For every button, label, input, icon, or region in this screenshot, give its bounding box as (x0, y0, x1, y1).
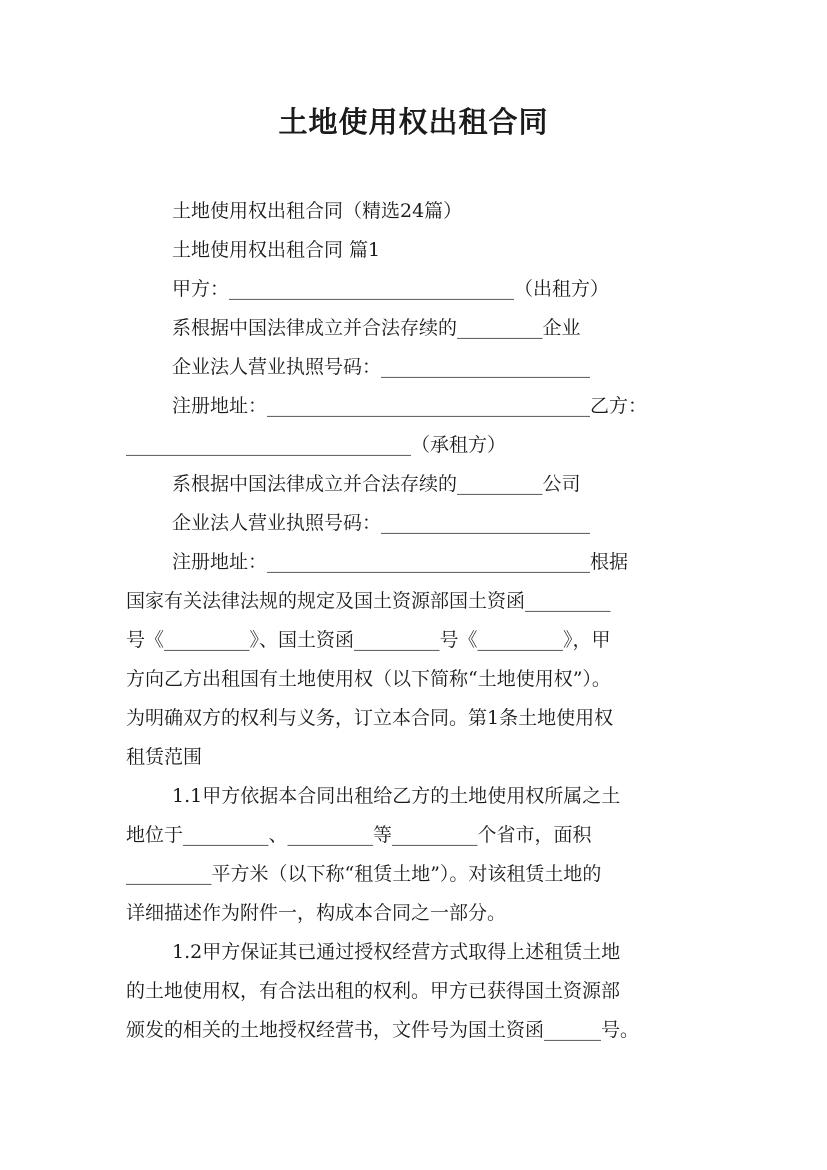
text-line: 注册地址：__________________________________乙方： (172, 395, 648, 417)
text-line: 租赁范围 (126, 746, 203, 768)
text-line: 为明确双方的权利与义务，订立本合同。第1条土地使用权 (126, 707, 614, 729)
text-line: _________平方米（以下称“租赁土地”）。对该租赁土地的 (126, 863, 602, 885)
text-line: 土地使用权出租合同 篇1 (172, 239, 381, 261)
text-line: 1.2甲方保证其已通过授权经营方式取得上述租赁土地 (172, 941, 621, 963)
text-line: 地位于_________、_________等_________个省市，面积 (126, 824, 592, 846)
text-line: 企业法人营业执照号码：______________________ (172, 512, 591, 534)
text-line: 甲方：______________________________（出租方） (172, 278, 610, 300)
text-line: 的土地使用权，有合法出租的权利。甲方已获得国土资源部 (126, 980, 621, 1002)
text-line: 方向乙方出租国有土地使用权（以下简称“土地使用权”）。 (126, 668, 611, 690)
text-line: 详细描述作为附件一，构成本合同之一部分。 (126, 902, 507, 924)
text-line: 1.1甲方依据本合同出租给乙方的土地使用权所属之土 (172, 785, 621, 807)
text-line: 注册地址：__________________________________根据 (172, 551, 629, 573)
text-line: 系根据中国法律成立并合法存续的_________公司 (172, 473, 581, 495)
text-line: 国家有关法律法规的规定及国土资源部国土资函_________ (126, 590, 611, 612)
document-title: 土地使用权出租合同 (278, 105, 549, 139)
text-line: 号《_________》、国土资函_________号《_________》，甲 (126, 629, 611, 651)
text-line: 颁发的相关的土地授权经营书，文件号为国土资函______号。 (126, 1019, 640, 1041)
text-line: 系根据中国法律成立并合法存续的_________企业 (172, 317, 581, 339)
text-line: 土地使用权出租合同（精选24篇） (172, 200, 463, 222)
text-line: 企业法人营业执照号码：______________________ (172, 356, 591, 378)
text-line: ______________________________（承租方） (126, 434, 507, 456)
